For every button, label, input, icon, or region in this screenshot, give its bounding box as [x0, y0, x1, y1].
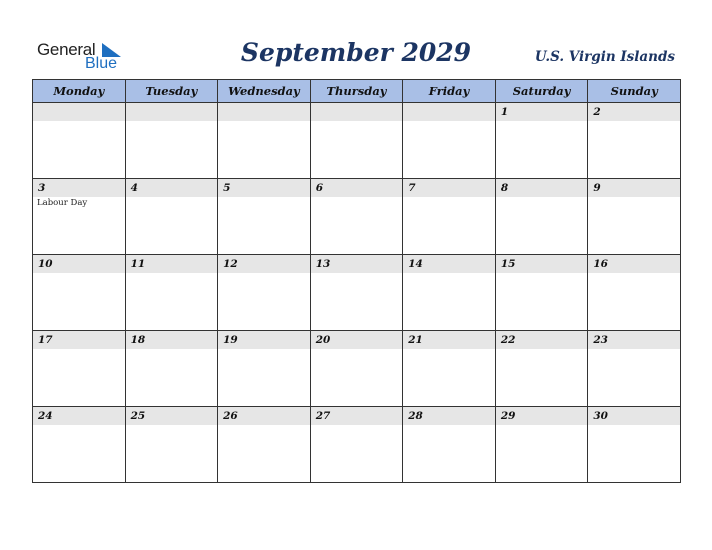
day-cell	[495, 179, 588, 255]
weekday-header: Friday	[403, 80, 496, 103]
day-number: 2	[588, 103, 680, 121]
day-cell	[218, 103, 311, 179]
calendar-title: September 2029	[240, 38, 472, 67]
day-cell	[588, 179, 681, 255]
day-number: 17	[33, 331, 125, 349]
day-cell	[218, 331, 311, 407]
day-cell	[125, 407, 218, 483]
day-cell	[403, 179, 496, 255]
weekday-header: Wednesday	[218, 80, 311, 103]
day-number: 3	[33, 179, 125, 197]
day-number: 29	[496, 407, 588, 425]
day-number: 12	[218, 255, 310, 273]
day-cell	[588, 103, 681, 179]
day-number	[403, 103, 495, 121]
day-number	[218, 103, 310, 121]
day-number: 16	[588, 255, 680, 273]
day-number: 5	[218, 179, 310, 197]
day-number: 9	[588, 179, 680, 197]
logo-text-general: General	[37, 40, 96, 59]
day-cell	[310, 255, 403, 331]
logo-text-blue: Blue	[85, 55, 118, 72]
day-cell	[218, 255, 311, 331]
week-row	[33, 331, 681, 407]
day-cell	[310, 179, 403, 255]
day-number: 20	[311, 331, 403, 349]
day-cell	[33, 331, 126, 407]
day-cell	[218, 407, 311, 483]
day-cell	[125, 103, 218, 179]
day-number: 30	[588, 407, 680, 425]
day-number: 18	[126, 331, 218, 349]
day-cell	[33, 103, 126, 179]
day-cell	[495, 331, 588, 407]
holiday-label: Labour Day	[37, 198, 88, 208]
day-cell	[33, 179, 126, 255]
day-cell	[495, 255, 588, 331]
day-number: 25	[126, 407, 218, 425]
day-number: 27	[311, 407, 403, 425]
day-number: 26	[218, 407, 310, 425]
day-cell	[588, 407, 681, 483]
day-number: 13	[311, 255, 403, 273]
day-cell	[588, 331, 681, 407]
day-cell	[403, 255, 496, 331]
day-number: 23	[588, 331, 680, 349]
day-number: 15	[496, 255, 588, 273]
day-number: 21	[403, 331, 495, 349]
week-row	[33, 255, 681, 331]
weekday-header-row	[33, 80, 681, 103]
day-number	[311, 103, 403, 121]
day-number: 28	[403, 407, 495, 425]
calendar-grid	[32, 79, 681, 483]
day-number: 24	[33, 407, 125, 425]
day-number: 6	[311, 179, 403, 197]
day-number: 4	[126, 179, 218, 197]
day-number: 1	[496, 103, 588, 121]
day-cell	[310, 103, 403, 179]
day-cell	[310, 407, 403, 483]
day-cell	[310, 331, 403, 407]
day-cell	[33, 407, 126, 483]
day-cell	[125, 255, 218, 331]
day-cell	[125, 331, 218, 407]
day-number	[126, 103, 218, 121]
day-cell	[125, 179, 218, 255]
week-row	[33, 103, 681, 179]
day-cell	[218, 179, 311, 255]
weekday-header: Monday	[33, 80, 126, 103]
day-cell	[588, 255, 681, 331]
calendar-region: U.S. Virgin Islands	[534, 49, 675, 65]
day-cell	[403, 407, 496, 483]
day-cell	[495, 103, 588, 179]
day-number: 8	[496, 179, 588, 197]
week-row	[33, 407, 681, 483]
weekday-header: Thursday	[310, 80, 403, 103]
day-number: 19	[218, 331, 310, 349]
day-number: 7	[403, 179, 495, 197]
weekday-header: Tuesday	[125, 80, 218, 103]
day-cell	[33, 255, 126, 331]
day-number: 22	[496, 331, 588, 349]
weekday-header: Sunday	[588, 80, 681, 103]
week-row	[33, 179, 681, 255]
day-cell	[403, 331, 496, 407]
day-cell	[403, 103, 496, 179]
day-number	[33, 103, 125, 121]
day-number: 11	[126, 255, 218, 273]
day-cell	[495, 407, 588, 483]
day-number: 14	[403, 255, 495, 273]
day-number: 10	[33, 255, 125, 273]
weekday-header: Saturday	[495, 80, 588, 103]
